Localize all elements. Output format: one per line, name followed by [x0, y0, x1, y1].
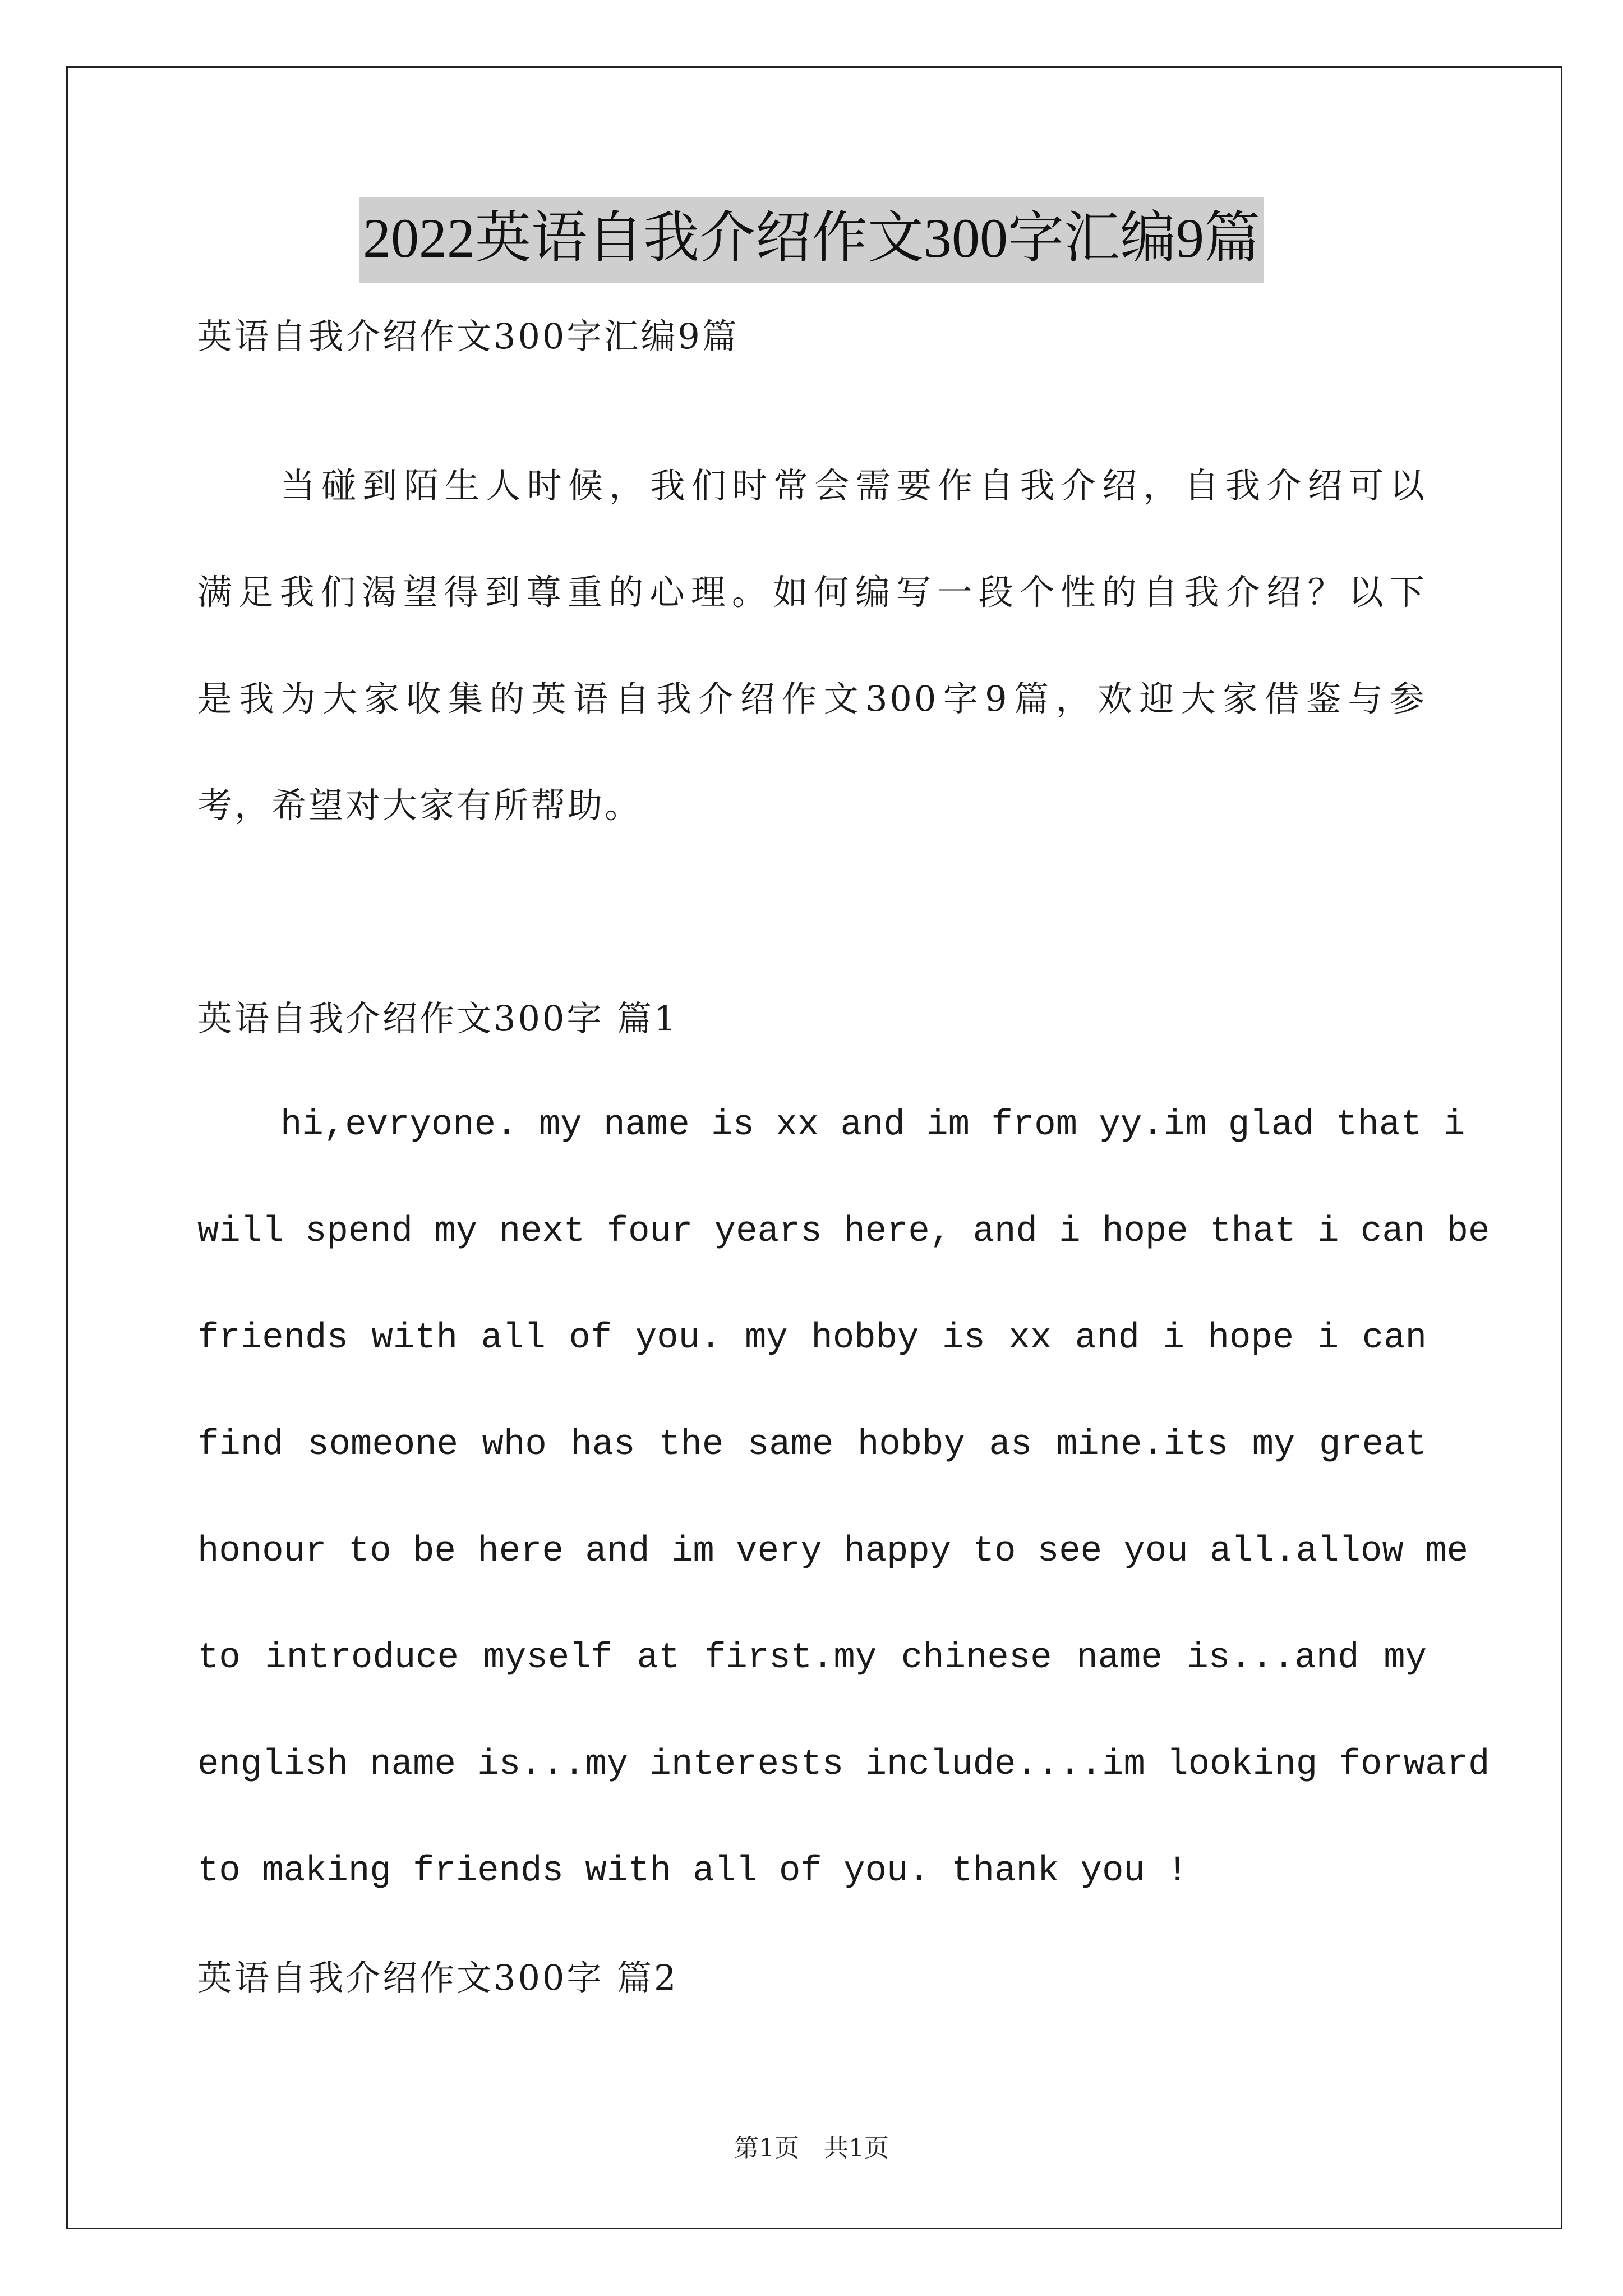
intro-line-4: 考，希望对大家有所帮助。 — [197, 785, 642, 826]
section2-heading: 英语自我介绍作文300字 篇2 — [197, 1957, 679, 1998]
page-border — [66, 66, 1562, 2229]
intro-line-3: 是我为大家收集的英语自我介绍作文300字9篇，欢迎大家借鉴与参 — [197, 678, 1427, 719]
subtitle: 英语自我介绍作文300字汇编9篇 — [197, 316, 739, 357]
section1-line-4: find someone who has the same hobby as mine.its my great — [197, 1425, 1427, 1465]
section1-heading: 英语自我介绍作文300字 篇1 — [197, 998, 679, 1039]
section1-line-3: friends with all of you. my hobby is xx and i hope i can — [197, 1318, 1427, 1359]
document-title: 2022英语自我介绍作文300字汇编9篇 — [359, 197, 1264, 283]
section1-line-1: hi,evryone. my name is xx and im from yy.im glad that i — [280, 1105, 1465, 1145]
section1-line-6: to introduce myself at first.my chinese name is...and my — [197, 1638, 1427, 1678]
section1-line-7: english name is...my interests include....im looking forward — [197, 1745, 1490, 1785]
title-container — [0, 197, 1623, 283]
page-footer: 第1页 共1页 — [734, 2134, 889, 2162]
section1-line-2: will spend my next four years here, and i hope that i can be — [197, 1212, 1490, 1252]
intro-line-2: 满足我们渴望得到尊重的心理。如何编写一段个性的自我介绍？以下 — [197, 572, 1427, 613]
section1-line-5: honour to be here and im very happy to see you all.allow me — [197, 1531, 1468, 1572]
section1-line-8: to making friends with all of you. thank you ! — [197, 1851, 1188, 1892]
intro-line-1: 当碰到陌生人时候，我们时常会需要作自我介绍，自我介绍可以 — [280, 465, 1427, 506]
